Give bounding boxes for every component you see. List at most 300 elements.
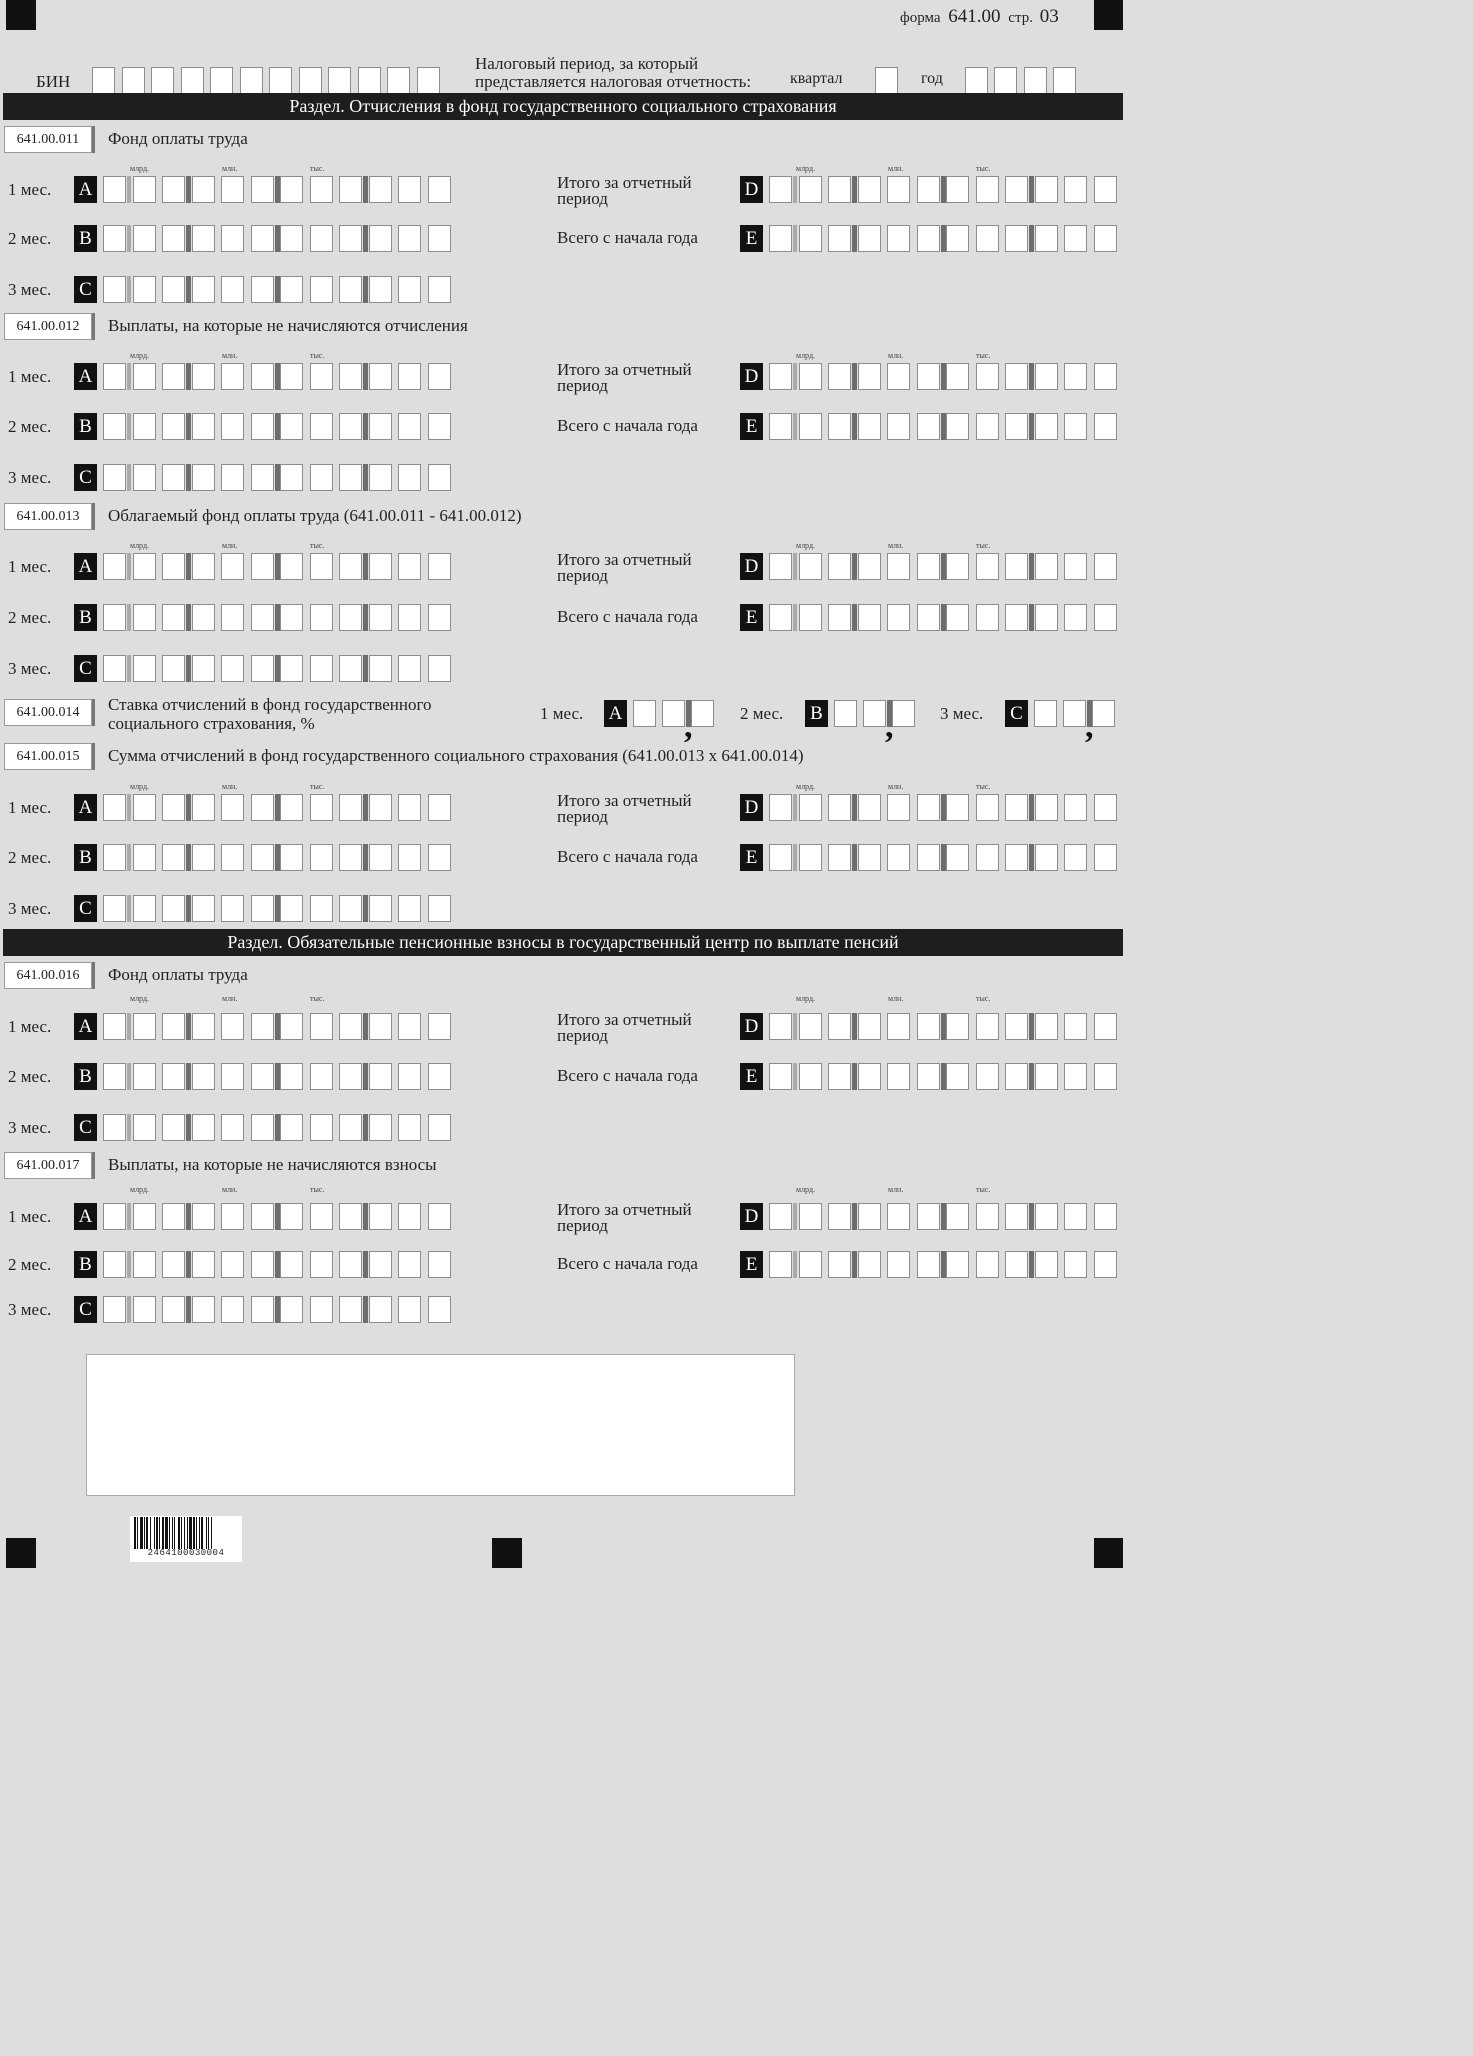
line-011-month-3-digit-input[interactable] — [103, 276, 126, 303]
line-016-total-year-digit-input[interactable] — [946, 1063, 969, 1090]
line-012-total-year-digit-input[interactable] — [769, 413, 792, 440]
line-013-month-1-digit-input[interactable] — [428, 553, 451, 580]
line-011-month-3-digit-input[interactable] — [221, 276, 244, 303]
line-012-total-year-digit-input[interactable] — [828, 413, 851, 440]
line-015-month-3-digit-input[interactable] — [162, 895, 185, 922]
line-012-total-period-digit-input[interactable] — [917, 363, 940, 390]
line-016-month-1-digit-input[interactable] — [280, 1013, 303, 1040]
line-013-total-year-digit-input[interactable] — [976, 604, 999, 631]
line-017-month-1-digit-input[interactable] — [162, 1203, 185, 1230]
line-015-month-1-digit-input[interactable] — [221, 794, 244, 821]
line-013-total-period-digit-input[interactable] — [1005, 553, 1028, 580]
line-016-total-period-digit-input[interactable] — [1035, 1013, 1058, 1040]
line-011-month-2-digit-input[interactable] — [280, 225, 303, 252]
line-012-month-1-digit-input[interactable] — [103, 363, 126, 390]
line-012-total-period-digit-input[interactable] — [1064, 363, 1087, 390]
line-011-total-period-digit-input[interactable] — [1035, 176, 1058, 203]
line-013-total-period-digit-input[interactable] — [858, 553, 881, 580]
line-012-month-2-digit-input[interactable] — [133, 413, 156, 440]
line-011-total-year-digit-input[interactable] — [917, 225, 940, 252]
line-015-month-1-digit-input[interactable] — [339, 794, 362, 821]
line-015-total-year-digit-input[interactable] — [1005, 844, 1028, 871]
line-015-total-period-digit-input[interactable] — [828, 794, 851, 821]
line-011-month-1-digit-input[interactable] — [339, 176, 362, 203]
line-013-total-period-digit-input[interactable] — [917, 553, 940, 580]
line-013-month-1-digit-input[interactable] — [103, 553, 126, 580]
line-015-month-3-digit-input[interactable] — [339, 895, 362, 922]
line-017-month-3-digit-input[interactable] — [428, 1296, 451, 1323]
line-016-month-1-digit-input[interactable] — [339, 1013, 362, 1040]
line-012-total-year-digit-input[interactable] — [946, 413, 969, 440]
line-015-month-1-digit-input[interactable] — [280, 794, 303, 821]
line-011-month-3-digit-input[interactable] — [310, 276, 333, 303]
line-017-month-3-digit-input[interactable] — [310, 1296, 333, 1323]
line-016-month-3-digit-input[interactable] — [339, 1114, 362, 1141]
line-016-month-2-digit-input[interactable] — [280, 1063, 303, 1090]
line-013-month-1-digit-input[interactable] — [280, 553, 303, 580]
line-013-total-period-digit-input[interactable] — [946, 553, 969, 580]
line-016-month-3-digit-input[interactable] — [428, 1114, 451, 1141]
bin-digit-input[interactable] — [122, 67, 145, 94]
line-011-month-1-digit-input[interactable] — [369, 176, 392, 203]
line-015-total-period-digit-input[interactable] — [1094, 794, 1117, 821]
line-017-month-2-digit-input[interactable] — [251, 1251, 274, 1278]
line-017-month-3-digit-input[interactable] — [280, 1296, 303, 1323]
line-017-total-year-digit-input[interactable] — [1035, 1251, 1058, 1278]
line-011-month-2-digit-input[interactable] — [310, 225, 333, 252]
rate-2-digit-input[interactable] — [863, 700, 886, 727]
line-017-total-year-digit-input[interactable] — [769, 1251, 792, 1278]
line-017-total-year-digit-input[interactable] — [828, 1251, 851, 1278]
line-012-month-3-digit-input[interactable] — [162, 464, 185, 491]
line-011-month-1-digit-input[interactable] — [162, 176, 185, 203]
line-015-month-2-digit-input[interactable] — [280, 844, 303, 871]
line-016-month-1-digit-input[interactable] — [369, 1013, 392, 1040]
line-011-month-2-digit-input[interactable] — [103, 225, 126, 252]
line-012-month-2-digit-input[interactable] — [428, 413, 451, 440]
line-013-month-1-digit-input[interactable] — [398, 553, 421, 580]
line-017-total-year-digit-input[interactable] — [799, 1251, 822, 1278]
line-012-total-year-digit-input[interactable] — [917, 413, 940, 440]
line-013-total-period-digit-input[interactable] — [976, 553, 999, 580]
line-016-total-period-digit-input[interactable] — [1005, 1013, 1028, 1040]
line-013-total-period-digit-input[interactable] — [769, 553, 792, 580]
line-011-month-3-digit-input[interactable] — [398, 276, 421, 303]
line-012-month-2-digit-input[interactable] — [280, 413, 303, 440]
line-013-month-1-digit-input[interactable] — [310, 553, 333, 580]
line-017-month-2-digit-input[interactable] — [221, 1251, 244, 1278]
line-016-month-2-digit-input[interactable] — [162, 1063, 185, 1090]
bin-digit-input[interactable] — [417, 67, 440, 94]
line-016-month-1-digit-input[interactable] — [103, 1013, 126, 1040]
line-011-month-3-digit-input[interactable] — [133, 276, 156, 303]
line-012-month-1-digit-input[interactable] — [192, 363, 215, 390]
line-011-month-3-digit-input[interactable] — [192, 276, 215, 303]
line-017-month-1-digit-input[interactable] — [192, 1203, 215, 1230]
line-016-month-1-digit-input[interactable] — [162, 1013, 185, 1040]
line-012-total-period-digit-input[interactable] — [1094, 363, 1117, 390]
line-011-month-2-digit-input[interactable] — [162, 225, 185, 252]
line-017-total-year-digit-input[interactable] — [1005, 1251, 1028, 1278]
line-013-total-period-digit-input[interactable] — [1064, 553, 1087, 580]
line-013-month-3-digit-input[interactable] — [310, 655, 333, 682]
bin-digit-input[interactable] — [151, 67, 174, 94]
line-012-total-year-digit-input[interactable] — [1035, 413, 1058, 440]
line-011-month-2-digit-input[interactable] — [221, 225, 244, 252]
line-011-total-period-digit-input[interactable] — [976, 176, 999, 203]
line-013-month-3-digit-input[interactable] — [133, 655, 156, 682]
line-011-month-1-digit-input[interactable] — [103, 176, 126, 203]
line-012-month-1-digit-input[interactable] — [369, 363, 392, 390]
line-012-total-period-digit-input[interactable] — [799, 363, 822, 390]
line-013-month-2-digit-input[interactable] — [133, 604, 156, 631]
line-015-total-year-digit-input[interactable] — [828, 844, 851, 871]
year-digit-input[interactable] — [1024, 67, 1047, 94]
line-015-month-2-digit-input[interactable] — [310, 844, 333, 871]
line-015-month-2-digit-input[interactable] — [133, 844, 156, 871]
line-013-month-2-digit-input[interactable] — [310, 604, 333, 631]
line-013-month-3-digit-input[interactable] — [192, 655, 215, 682]
line-011-total-year-digit-input[interactable] — [976, 225, 999, 252]
line-015-month-1-digit-input[interactable] — [251, 794, 274, 821]
line-017-month-1-digit-input[interactable] — [133, 1203, 156, 1230]
line-012-month-3-digit-input[interactable] — [339, 464, 362, 491]
line-016-month-3-digit-input[interactable] — [103, 1114, 126, 1141]
line-016-total-year-digit-input[interactable] — [769, 1063, 792, 1090]
line-012-month-2-digit-input[interactable] — [103, 413, 126, 440]
bin-digit-input[interactable] — [240, 67, 263, 94]
line-011-total-year-digit-input[interactable] — [828, 225, 851, 252]
line-011-month-3-digit-input[interactable] — [251, 276, 274, 303]
line-015-month-3-digit-input[interactable] — [398, 895, 421, 922]
line-016-month-1-digit-input[interactable] — [221, 1013, 244, 1040]
line-013-total-period-digit-input[interactable] — [828, 553, 851, 580]
line-011-month-3-digit-input[interactable] — [339, 276, 362, 303]
line-017-month-2-digit-input[interactable] — [398, 1251, 421, 1278]
line-016-month-1-digit-input[interactable] — [310, 1013, 333, 1040]
line-017-total-year-digit-input[interactable] — [858, 1251, 881, 1278]
line-012-month-3-digit-input[interactable] — [251, 464, 274, 491]
line-016-total-year-digit-input[interactable] — [917, 1063, 940, 1090]
line-017-total-period-digit-input[interactable] — [946, 1203, 969, 1230]
line-016-total-period-digit-input[interactable] — [917, 1013, 940, 1040]
line-011-month-1-digit-input[interactable] — [310, 176, 333, 203]
line-016-total-year-digit-input[interactable] — [1064, 1063, 1087, 1090]
line-017-month-3-digit-input[interactable] — [192, 1296, 215, 1323]
line-016-total-period-digit-input[interactable] — [1094, 1013, 1117, 1040]
line-012-month-3-digit-input[interactable] — [398, 464, 421, 491]
line-012-total-year-digit-input[interactable] — [1064, 413, 1087, 440]
line-015-total-period-digit-input[interactable] — [917, 794, 940, 821]
line-012-total-period-digit-input[interactable] — [769, 363, 792, 390]
line-015-month-3-digit-input[interactable] — [221, 895, 244, 922]
line-013-month-2-digit-input[interactable] — [369, 604, 392, 631]
line-015-total-period-digit-input[interactable] — [1005, 794, 1028, 821]
line-013-month-3-digit-input[interactable] — [398, 655, 421, 682]
line-012-month-3-digit-input[interactable] — [103, 464, 126, 491]
line-011-total-period-digit-input[interactable] — [1064, 176, 1087, 203]
line-016-month-3-digit-input[interactable] — [310, 1114, 333, 1141]
bin-digit-input[interactable] — [358, 67, 381, 94]
line-013-total-period-digit-input[interactable] — [799, 553, 822, 580]
line-015-month-3-digit-input[interactable] — [103, 895, 126, 922]
line-017-total-year-digit-input[interactable] — [1094, 1251, 1117, 1278]
line-015-total-period-digit-input[interactable] — [976, 794, 999, 821]
line-012-total-period-digit-input[interactable] — [946, 363, 969, 390]
line-011-total-period-digit-input[interactable] — [887, 176, 910, 203]
line-016-month-3-digit-input[interactable] — [162, 1114, 185, 1141]
line-013-month-1-digit-input[interactable] — [339, 553, 362, 580]
line-016-month-1-digit-input[interactable] — [251, 1013, 274, 1040]
line-015-month-1-digit-input[interactable] — [310, 794, 333, 821]
line-012-total-period-digit-input[interactable] — [858, 363, 881, 390]
line-017-total-period-digit-input[interactable] — [976, 1203, 999, 1230]
line-015-month-2-digit-input[interactable] — [162, 844, 185, 871]
line-011-month-1-digit-input[interactable] — [398, 176, 421, 203]
line-013-month-2-digit-input[interactable] — [251, 604, 274, 631]
line-015-month-2-digit-input[interactable] — [221, 844, 244, 871]
line-016-total-period-digit-input[interactable] — [1064, 1013, 1087, 1040]
line-013-month-3-digit-input[interactable] — [162, 655, 185, 682]
line-013-total-year-digit-input[interactable] — [858, 604, 881, 631]
line-011-total-year-digit-input[interactable] — [1094, 225, 1117, 252]
line-017-total-year-digit-input[interactable] — [887, 1251, 910, 1278]
line-012-month-1-digit-input[interactable] — [221, 363, 244, 390]
line-011-month-3-digit-input[interactable] — [162, 276, 185, 303]
rate-2-digit-input[interactable] — [834, 700, 857, 727]
line-015-total-period-digit-input[interactable] — [946, 794, 969, 821]
line-013-total-year-digit-input[interactable] — [799, 604, 822, 631]
line-015-month-3-digit-input[interactable] — [192, 895, 215, 922]
line-011-total-year-digit-input[interactable] — [1005, 225, 1028, 252]
line-013-month-3-digit-input[interactable] — [428, 655, 451, 682]
line-017-month-2-digit-input[interactable] — [103, 1251, 126, 1278]
line-016-month-2-digit-input[interactable] — [251, 1063, 274, 1090]
line-017-total-period-digit-input[interactable] — [887, 1203, 910, 1230]
line-016-total-period-digit-input[interactable] — [828, 1013, 851, 1040]
bin-digit-input[interactable] — [269, 67, 292, 94]
line-015-total-year-digit-input[interactable] — [799, 844, 822, 871]
line-012-month-3-digit-input[interactable] — [428, 464, 451, 491]
line-011-month-2-digit-input[interactable] — [133, 225, 156, 252]
line-015-month-3-digit-input[interactable] — [310, 895, 333, 922]
line-011-month-1-digit-input[interactable] — [221, 176, 244, 203]
line-011-month-3-digit-input[interactable] — [369, 276, 392, 303]
rate-3-digit-input[interactable] — [1034, 700, 1057, 727]
line-017-month-3-digit-input[interactable] — [369, 1296, 392, 1323]
line-015-total-year-digit-input[interactable] — [976, 844, 999, 871]
line-013-month-3-digit-input[interactable] — [221, 655, 244, 682]
line-011-month-1-digit-input[interactable] — [192, 176, 215, 203]
line-016-total-period-digit-input[interactable] — [887, 1013, 910, 1040]
line-015-month-2-digit-input[interactable] — [103, 844, 126, 871]
line-016-total-period-digit-input[interactable] — [858, 1013, 881, 1040]
line-016-total-period-digit-input[interactable] — [976, 1013, 999, 1040]
line-012-total-year-digit-input[interactable] — [858, 413, 881, 440]
line-012-total-year-digit-input[interactable] — [1094, 413, 1117, 440]
line-015-month-1-digit-input[interactable] — [133, 794, 156, 821]
line-012-month-2-digit-input[interactable] — [369, 413, 392, 440]
quarter-input[interactable] — [875, 67, 898, 94]
line-011-month-2-digit-input[interactable] — [428, 225, 451, 252]
line-016-month-2-digit-input[interactable] — [103, 1063, 126, 1090]
line-013-total-year-digit-input[interactable] — [946, 604, 969, 631]
line-012-month-2-digit-input[interactable] — [162, 413, 185, 440]
line-015-total-period-digit-input[interactable] — [858, 794, 881, 821]
line-012-month-3-digit-input[interactable] — [221, 464, 244, 491]
line-015-month-3-digit-input[interactable] — [251, 895, 274, 922]
line-013-total-year-digit-input[interactable] — [1005, 604, 1028, 631]
line-012-month-1-digit-input[interactable] — [310, 363, 333, 390]
line-013-total-year-digit-input[interactable] — [917, 604, 940, 631]
line-011-total-year-digit-input[interactable] — [887, 225, 910, 252]
line-017-month-2-digit-input[interactable] — [162, 1251, 185, 1278]
line-013-month-1-digit-input[interactable] — [162, 553, 185, 580]
line-015-total-year-digit-input[interactable] — [1094, 844, 1117, 871]
line-012-month-3-digit-input[interactable] — [133, 464, 156, 491]
line-016-month-2-digit-input[interactable] — [398, 1063, 421, 1090]
rate-2-digit-input[interactable] — [892, 700, 915, 727]
line-013-month-2-digit-input[interactable] — [280, 604, 303, 631]
line-013-month-1-digit-input[interactable] — [133, 553, 156, 580]
line-011-total-year-digit-input[interactable] — [1035, 225, 1058, 252]
line-017-total-period-digit-input[interactable] — [1094, 1203, 1117, 1230]
line-016-month-2-digit-input[interactable] — [339, 1063, 362, 1090]
line-017-total-year-digit-input[interactable] — [976, 1251, 999, 1278]
line-016-month-3-digit-input[interactable] — [221, 1114, 244, 1141]
year-digit-input[interactable] — [994, 67, 1017, 94]
line-017-month-3-digit-input[interactable] — [221, 1296, 244, 1323]
line-016-month-1-digit-input[interactable] — [398, 1013, 421, 1040]
line-012-month-2-digit-input[interactable] — [310, 413, 333, 440]
line-016-month-2-digit-input[interactable] — [428, 1063, 451, 1090]
bin-digit-input[interactable] — [387, 67, 410, 94]
line-017-month-1-digit-input[interactable] — [339, 1203, 362, 1230]
line-011-total-year-digit-input[interactable] — [858, 225, 881, 252]
line-015-month-2-digit-input[interactable] — [251, 844, 274, 871]
line-017-month-2-digit-input[interactable] — [310, 1251, 333, 1278]
line-011-total-period-digit-input[interactable] — [799, 176, 822, 203]
line-017-month-2-digit-input[interactable] — [192, 1251, 215, 1278]
line-016-month-3-digit-input[interactable] — [398, 1114, 421, 1141]
line-015-total-year-digit-input[interactable] — [917, 844, 940, 871]
line-016-month-3-digit-input[interactable] — [192, 1114, 215, 1141]
line-015-month-3-digit-input[interactable] — [280, 895, 303, 922]
line-016-total-year-digit-input[interactable] — [1094, 1063, 1117, 1090]
line-013-month-3-digit-input[interactable] — [280, 655, 303, 682]
rate-1-digit-input[interactable] — [633, 700, 656, 727]
line-013-month-3-digit-input[interactable] — [251, 655, 274, 682]
line-017-month-3-digit-input[interactable] — [133, 1296, 156, 1323]
line-016-total-period-digit-input[interactable] — [946, 1013, 969, 1040]
line-016-month-2-digit-input[interactable] — [369, 1063, 392, 1090]
line-011-total-period-digit-input[interactable] — [1005, 176, 1028, 203]
line-017-month-3-digit-input[interactable] — [251, 1296, 274, 1323]
line-015-month-2-digit-input[interactable] — [398, 844, 421, 871]
bin-digit-input[interactable] — [299, 67, 322, 94]
line-012-month-3-digit-input[interactable] — [369, 464, 392, 491]
line-011-total-period-digit-input[interactable] — [828, 176, 851, 203]
line-011-total-year-digit-input[interactable] — [946, 225, 969, 252]
line-015-month-1-digit-input[interactable] — [428, 794, 451, 821]
rate-3-digit-input[interactable] — [1092, 700, 1115, 727]
line-011-month-2-digit-input[interactable] — [192, 225, 215, 252]
line-015-total-year-digit-input[interactable] — [769, 844, 792, 871]
bin-digit-input[interactable] — [328, 67, 351, 94]
line-017-month-3-digit-input[interactable] — [339, 1296, 362, 1323]
line-013-total-year-digit-input[interactable] — [769, 604, 792, 631]
line-015-month-1-digit-input[interactable] — [398, 794, 421, 821]
line-011-month-2-digit-input[interactable] — [398, 225, 421, 252]
line-013-month-2-digit-input[interactable] — [103, 604, 126, 631]
line-012-month-1-digit-input[interactable] — [339, 363, 362, 390]
line-012-month-3-digit-input[interactable] — [310, 464, 333, 491]
line-013-month-1-digit-input[interactable] — [251, 553, 274, 580]
line-017-total-period-digit-input[interactable] — [1035, 1203, 1058, 1230]
line-015-month-1-digit-input[interactable] — [369, 794, 392, 821]
line-013-total-year-digit-input[interactable] — [828, 604, 851, 631]
line-012-month-3-digit-input[interactable] — [280, 464, 303, 491]
line-016-total-year-digit-input[interactable] — [1035, 1063, 1058, 1090]
line-015-month-1-digit-input[interactable] — [103, 794, 126, 821]
line-017-month-1-digit-input[interactable] — [310, 1203, 333, 1230]
line-012-total-year-digit-input[interactable] — [799, 413, 822, 440]
line-015-month-1-digit-input[interactable] — [192, 794, 215, 821]
line-015-total-year-digit-input[interactable] — [887, 844, 910, 871]
line-017-month-1-digit-input[interactable] — [398, 1203, 421, 1230]
line-015-month-3-digit-input[interactable] — [369, 895, 392, 922]
rate-1-digit-input[interactable] — [662, 700, 685, 727]
line-012-total-period-digit-input[interactable] — [1005, 363, 1028, 390]
line-017-month-3-digit-input[interactable] — [398, 1296, 421, 1323]
line-016-total-year-digit-input[interactable] — [828, 1063, 851, 1090]
line-017-month-2-digit-input[interactable] — [280, 1251, 303, 1278]
line-012-month-2-digit-input[interactable] — [251, 413, 274, 440]
line-011-month-2-digit-input[interactable] — [339, 225, 362, 252]
line-015-total-period-digit-input[interactable] — [1064, 794, 1087, 821]
line-016-month-1-digit-input[interactable] — [428, 1013, 451, 1040]
rate-1-digit-input[interactable] — [691, 700, 714, 727]
line-011-total-year-digit-input[interactable] — [769, 225, 792, 252]
line-016-month-2-digit-input[interactable] — [221, 1063, 244, 1090]
line-016-month-3-digit-input[interactable] — [251, 1114, 274, 1141]
line-015-total-period-digit-input[interactable] — [1035, 794, 1058, 821]
line-017-month-3-digit-input[interactable] — [162, 1296, 185, 1323]
line-012-month-1-digit-input[interactable] — [133, 363, 156, 390]
line-013-month-2-digit-input[interactable] — [339, 604, 362, 631]
line-013-month-1-digit-input[interactable] — [221, 553, 244, 580]
line-011-total-period-digit-input[interactable] — [769, 176, 792, 203]
line-011-total-period-digit-input[interactable] — [917, 176, 940, 203]
line-011-total-year-digit-input[interactable] — [1064, 225, 1087, 252]
year-digit-input[interactable] — [1053, 67, 1076, 94]
line-016-total-period-digit-input[interactable] — [799, 1013, 822, 1040]
line-012-total-year-digit-input[interactable] — [976, 413, 999, 440]
line-017-total-year-digit-input[interactable] — [917, 1251, 940, 1278]
line-017-total-year-digit-input[interactable] — [946, 1251, 969, 1278]
line-012-total-period-digit-input[interactable] — [1035, 363, 1058, 390]
line-015-total-year-digit-input[interactable] — [946, 844, 969, 871]
bin-digit-input[interactable] — [92, 67, 115, 94]
line-017-month-1-digit-input[interactable] — [221, 1203, 244, 1230]
line-013-month-2-digit-input[interactable] — [192, 604, 215, 631]
line-012-month-2-digit-input[interactable] — [398, 413, 421, 440]
line-015-total-year-digit-input[interactable] — [1035, 844, 1058, 871]
line-011-total-period-digit-input[interactable] — [1094, 176, 1117, 203]
line-013-total-year-digit-input[interactable] — [1094, 604, 1117, 631]
line-016-month-2-digit-input[interactable] — [310, 1063, 333, 1090]
line-017-total-period-digit-input[interactable] — [828, 1203, 851, 1230]
